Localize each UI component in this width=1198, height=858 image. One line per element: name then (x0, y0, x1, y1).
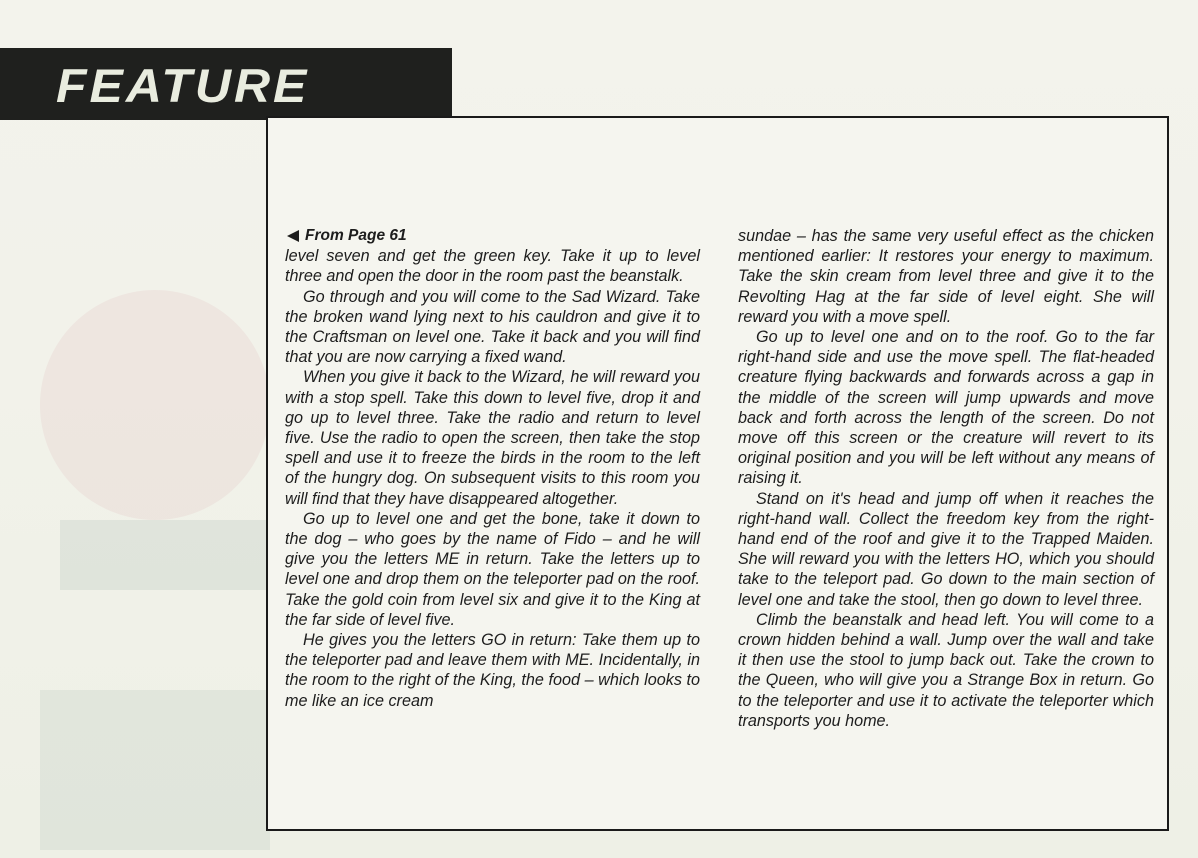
continued-from-label (285, 226, 700, 246)
background-show-through (40, 690, 270, 850)
paragraph: Climb the beanstalk and head left. You will come to a crown hidden behind a wall. Jump over the wall and take it then use the stool to jump back out. Take the crown to the Queen, who will give you a Strange Box in return. Go to the teleporter and use it to activate the teleporter which transports you home. (738, 610, 1154, 730)
section-title: FEATURE (56, 59, 310, 113)
paragraph: Go up to level one and get the bone, take it down to the dog – who goes by the name of Fido – and he will give you the letters ME in return. Take the letters up to level one and drop them on the teleporter pad on the roof. Take the gold coin from level six and give it to the King at the far side of level five. (285, 509, 700, 629)
paragraph: When you give it back to the Wizard, he will reward you with a stop spell. Take this down to level five, drop it and go up to level three. Take the radio and return to level five. Use the radio to open the screen, then take the stop spell and use it to freeze the birds in the room to the left of the hungry dog. On subsequent visits to this room you will find that they have disappeared altogether. (285, 368, 700, 508)
paragraph: Stand on it's head and jump off when it reaches the right-hand wall. Collect the freedom key from the right-hand end of the roof and give it to the Trapped Maiden. She will reward you with the letters HO, which you should take to the teleport pad. Go down to the main section of level one and take the stool, then go down to level three. (738, 489, 1154, 609)
background-show-through (60, 520, 270, 590)
paragraph: sundae – has the same very useful effect as the chicken mentioned earlier: It restores your energy to maximum. Take the skin cream from level three and give it to the Revolting Hag at the far side of level eight. She will reward you with a move spell. (738, 227, 1154, 326)
continued-from-text: From Page 61 (305, 227, 407, 244)
left-arrow-icon (287, 230, 299, 242)
paragraph: Go through and you will come to the Sad Wizard. Take the broken wand lying next to his cauldron and give it to the Craftsman on level one. Take it back and you will find that you are now carrying a fixed wand. (285, 287, 700, 367)
paragraph: He gives you the letters GO in return: Take them up to the teleporter pad and leave them with ME. Incidentally, in the room to the right of the King, the food – which looks to me like an ice cream (285, 631, 700, 710)
article-column-left (285, 226, 700, 711)
paragraph: Go up to level one and on to the roof. Go to the far right-hand side and use the move spell. The flat-headed creature flying backwards and forwards across a gap in the middle of the screen will jump upwards and move back and forth across the length of the screen. Do not move off this screen or the creature will revert to its original position and you will be left without any means of raising it. (738, 328, 1154, 488)
article-column-right (738, 226, 1154, 731)
paragraph: level seven and get the green key. Take it up to level three and open the door in the room past the beanstalk. (285, 247, 700, 286)
background-show-through (40, 290, 270, 520)
